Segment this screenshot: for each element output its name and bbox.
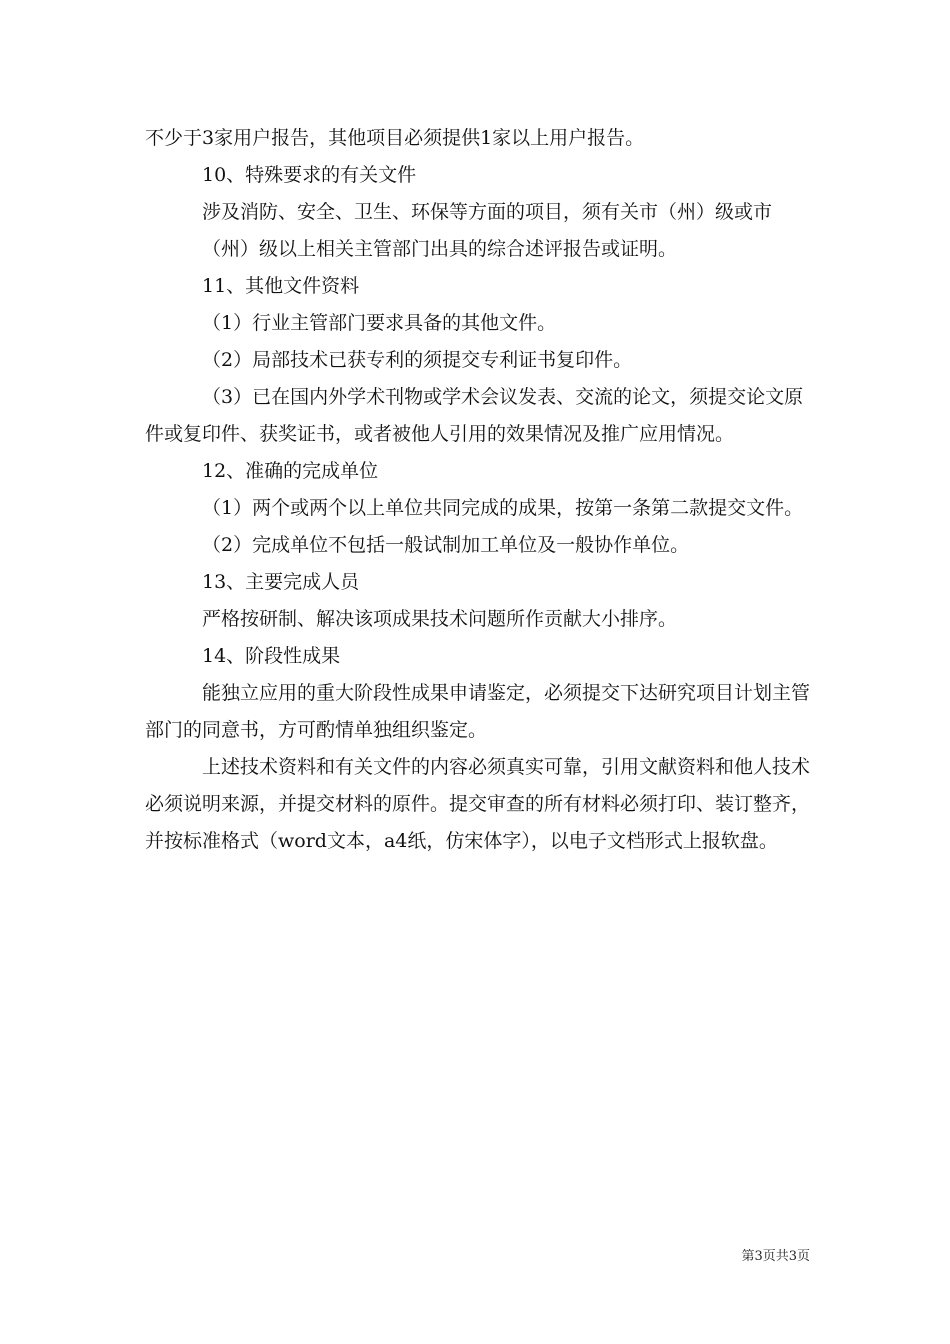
document-body bbox=[145, 120, 810, 860]
paragraph-fire-safety: 涉及消防、安全、卫生、环保等方面的项目，须有关市（州）级或市 bbox=[202, 201, 773, 223]
heading-other-files: 11、其他文件资料 bbox=[202, 275, 360, 297]
heading-main-personnel: 13、主要完成人员 bbox=[202, 571, 360, 593]
page-number-footer: 第3页共3页 bbox=[741, 1249, 810, 1264]
heading-special-requirements: 10、特殊要求的有关文件 bbox=[202, 164, 417, 186]
paragraph-joint-units: （1）两个或两个以上单位共同完成的成果，按第一条第二款提交文件。 bbox=[202, 497, 804, 519]
paragraph-material-requirements: 上述技术资料和有关文件的内容必须真实可靠，引用文献资料和他人技术必须说明来源，并提交材料的原件。提交审查的所有材料必须打印、装订整齐，并按标准格式（word文本，a4纸，仿宋体字），以电子文档形式上报软盘。 bbox=[145, 756, 811, 852]
paragraph-excluded-units: （2）完成单位不包括一般试制加工单位及一般协作单位。 bbox=[202, 534, 690, 556]
paragraph-user-report: 不少于3家用户报告，其他项目必须提供1家以上用户报告。 bbox=[145, 127, 645, 149]
paragraph-phased-appraisal: 能独立应用的重大阶段性成果申请鉴定，必须提交下达研究项目计划主管部门的同意书，方可酌情单独组织鉴定。 bbox=[145, 682, 811, 741]
heading-completion-unit: 12、准确的完成单位 bbox=[202, 460, 379, 482]
paragraph-contribution-order: 严格按研制、解决该项成果技术问题所作贡献大小排序。 bbox=[202, 608, 678, 630]
paragraph-papers: （3）已在国内外学术刊物或学术会议发表、交流的论文，须提交论文原件或复印件、获奖证书，或者被他人引用的效果情况及推广应用情况。 bbox=[145, 386, 804, 445]
paragraph-industry-files: （1）行业主管部门要求具备的其他文件。 bbox=[202, 312, 557, 334]
paragraph-patent-copy: （2）局部技术已获专利的须提交专利证书复印件。 bbox=[202, 349, 633, 371]
paragraph-review-report: （州）级以上相关主管部门出具的综合述评报告或证明。 bbox=[202, 238, 678, 260]
heading-phased-results: 14、阶段性成果 bbox=[202, 645, 341, 667]
